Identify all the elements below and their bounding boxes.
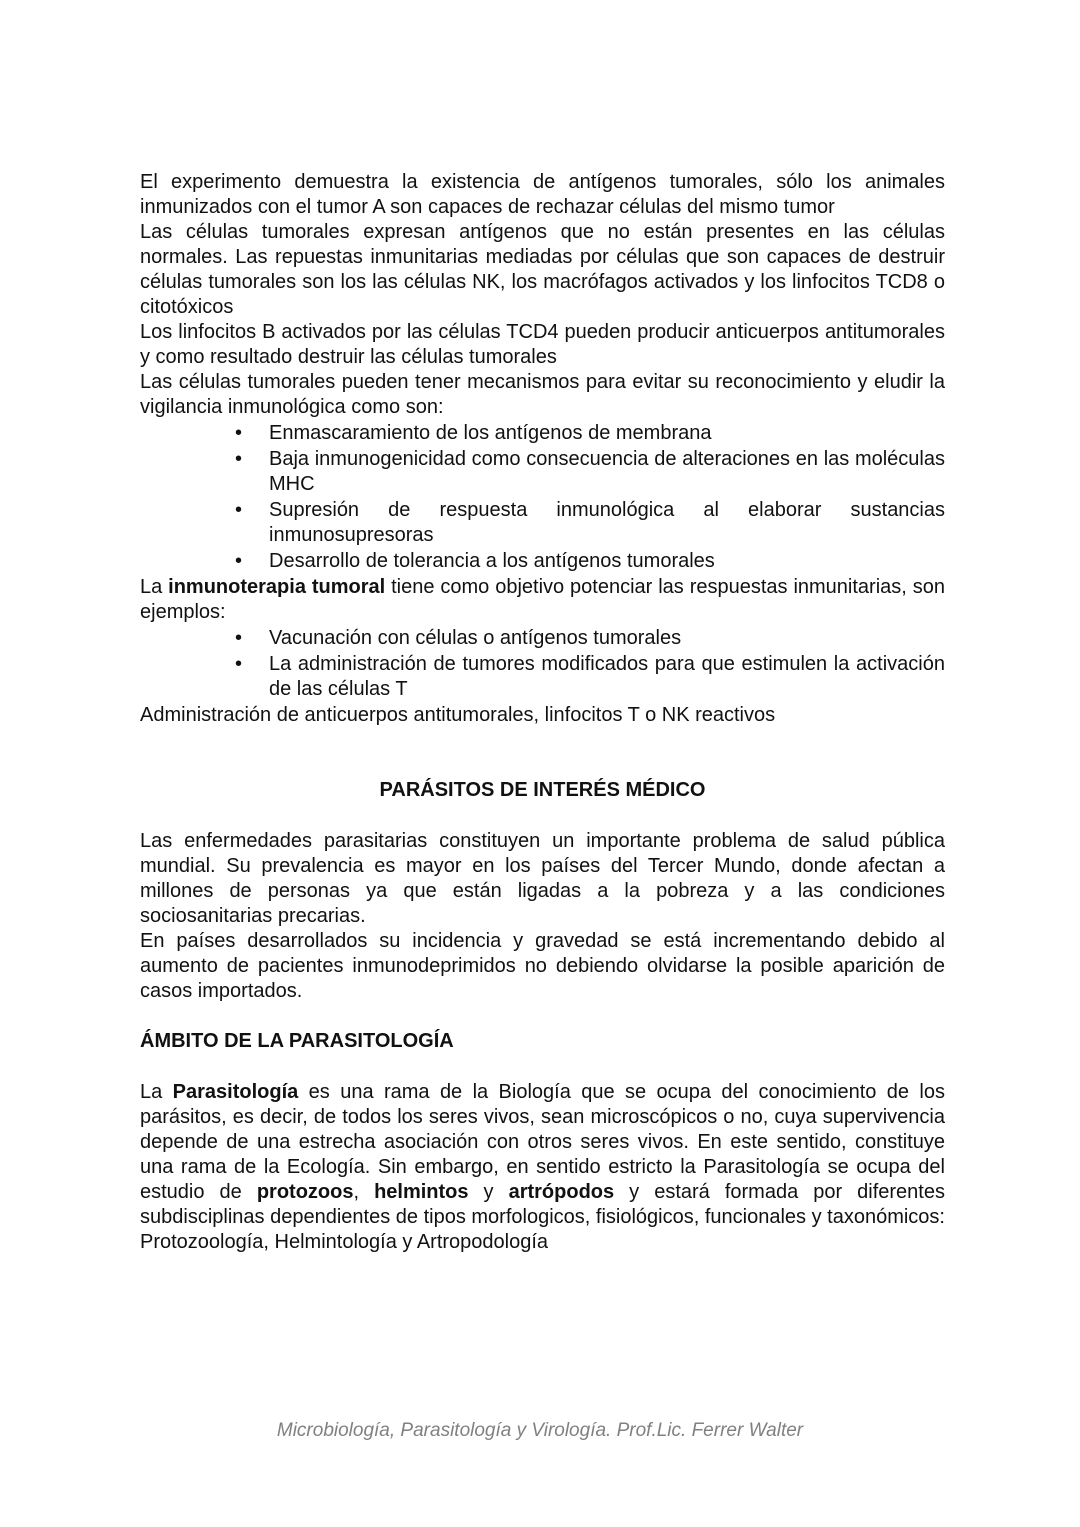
list-item: • Supresión de respuesta inmunológica al elaborar sustancias inmunosupresoras — [269, 498, 945, 548]
paragraph-evasion-intro: Las células tumorales pueden tener mecanismos para evitar su reconocimiento y eludir la vigilancia inmunológica como son: — [140, 371, 945, 418]
bold-term-parasitology: Parasitología — [172, 1081, 299, 1103]
text-segment: , — [353, 1181, 375, 1203]
paragraph-parasitology — [140, 1080, 945, 1255]
list-item: • Vacunación con células o antígenos tumorales — [269, 626, 945, 651]
bold-term-protozoos: protozoos — [256, 1181, 354, 1203]
bold-term-artropodos: artrópodos — [508, 1181, 615, 1203]
paragraph-antibody-administration: Administración de anticuerpos antitumorales, linfocitos T o NK reactivos — [140, 704, 776, 726]
page-footer: Microbiología, Parasitología y Virología. Prof.Lic. Ferrer Walter — [276, 1420, 804, 1441]
list-item: • Desarrollo de tolerancia a los antígenos tumorales — [269, 549, 945, 574]
list-item: • Enmascaramiento de los antígenos de membrana — [269, 421, 945, 446]
paragraph-b-lymphocytes: Los linfocitos B activados por las células TCD4 pueden producir anticuerpos antitumorales y como resultado destruir las células tumorales — [140, 321, 945, 368]
section-title-parasitology-scope: ÁMBITO DE LA PARASITOLOGÍA — [140, 1030, 454, 1052]
paragraph-experiment: El experimento demuestra la existencia de antígenos tumorales, sólo los animales inmunizados con el tumor A son capaces de rechazar células del mismo tumor — [140, 171, 945, 218]
page-content — [140, 170, 945, 1255]
section-title-parasites: PARÁSITOS DE INTERÉS MÉDICO — [379, 779, 706, 801]
text-segment: tiene como objetivo potenciar las respuestas inmunitarias, son ejemplos: — [140, 576, 945, 623]
paragraph-developed-countries: En países desarrollados su incidencia y gravedad se está incrementando debido al aumento de pacientes inmunodeprimidos no debiendo olvidarse la posible aparición de casos importados. — [140, 930, 945, 1002]
bold-term-helmintos: helmintos — [374, 1181, 469, 1203]
therapy-examples-list — [140, 626, 945, 702]
paragraph-parasitic-diseases: Las enfermedades parasitarias constituyen un importante problema de salud pública mundial. Su prevalencia es mayor en los países del Tercer Mundo, donde afectan a millones de personas ya que están ligadas a la pobreza y a las condiciones sociosanitarias precarias. — [140, 830, 945, 927]
text-segment: y estará formada por diferentes subdisciplinas dependientes de tipos morfologicos, fisiológicos, funcionales y taxonómicos: Protozoología, Helmintología y Artropodología — [140, 1181, 945, 1253]
text-segment: es una rama de la Biología que se ocupa del conocimiento de los parásitos, es decir, de todos los seres vivos, sean microscópicos o no, cuya supervivencia depende de una estrecha asociación con otros seres vivos. En este sentido, constituye una rama de la Ecología. Sin embargo, en sentido estricto la Parasitología se ocupa del estudio de — [140, 1081, 945, 1203]
text-segment: La — [140, 1081, 173, 1103]
paragraph-immunotherapy — [140, 575, 945, 625]
text-segment: y — [468, 1181, 509, 1203]
text-segment: La — [140, 576, 169, 598]
list-item: • Baja inmunogenicidad como consecuencia de alteraciones en las moléculas MHC — [269, 447, 945, 497]
bold-term-immunotherapy: inmunoterapia tumoral — [168, 576, 386, 598]
list-item: • La administración de tumores modificados para que estimulen la activación de las células T — [269, 652, 945, 702]
paragraph-tumor-antigens: Las células tumorales expresan antígenos que no están presentes en las células normales. Las repuestas inmunitarias mediadas por células que son capaces de destruir células tumorales son los las células NK, los macrófagos activados y los linfocitos TCD8 o citotóxicos — [140, 221, 945, 318]
evasion-mechanisms-list — [140, 421, 945, 574]
